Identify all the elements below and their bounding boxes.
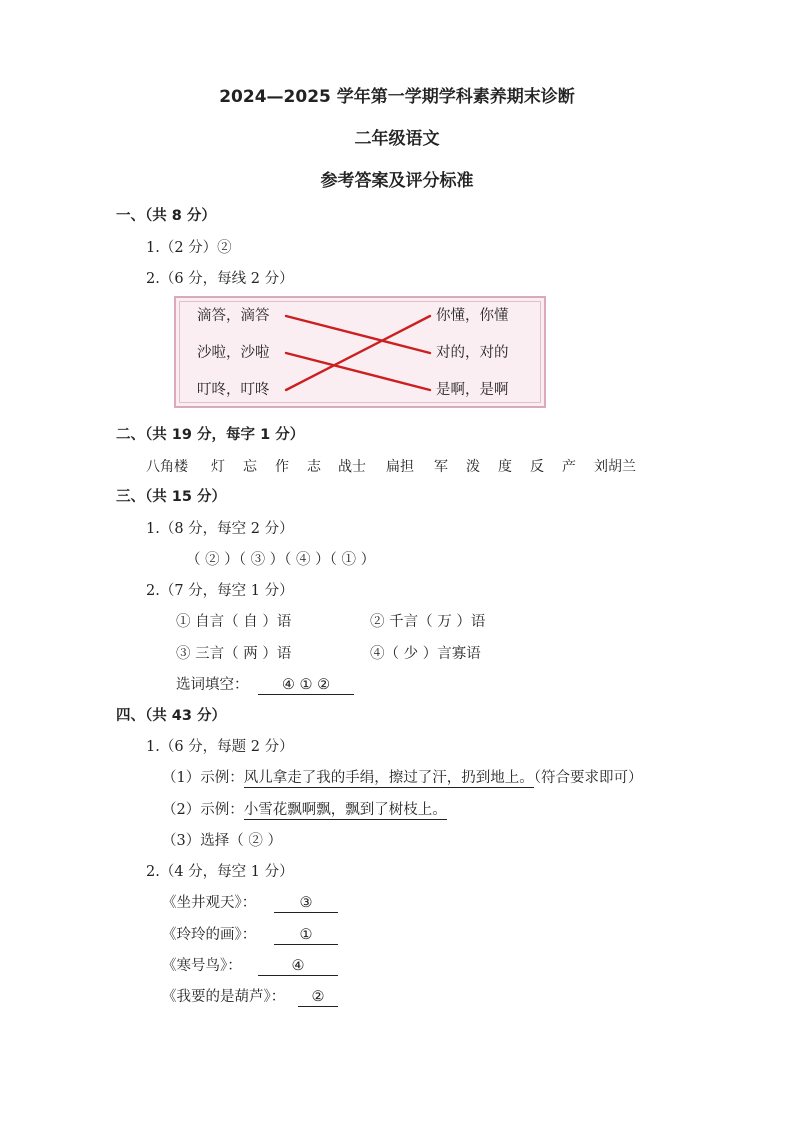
doc-title: 2024—2025 学年第一学期学科素养期末诊断	[219, 87, 575, 107]
s1-q2: 2.（6 分，每线 2 分）	[146, 271, 294, 287]
word-item: 刘胡兰	[594, 459, 636, 475]
word-item: 志	[307, 459, 321, 475]
book-2-title: 《玲玲的画》：	[162, 927, 257, 943]
book-1-title: 《坐井观天》：	[162, 895, 257, 911]
match-right-2: 对的，对的	[436, 345, 509, 361]
match-left-2: 沙啦，沙啦	[197, 345, 270, 361]
fill-label: 选词填空：	[176, 677, 249, 693]
doc-subtitle: 参考答案及评分标准	[320, 171, 474, 191]
word-item: 忘	[243, 459, 257, 475]
word-item: 八角楼	[146, 459, 188, 475]
word-item: 反	[530, 459, 544, 475]
s3-q2: 2.（7 分，每空 1 分）	[146, 583, 294, 599]
book-1-answer: ③	[274, 894, 338, 913]
s1-q1: 1.（2 分）②	[146, 240, 232, 256]
book-4-title: 《我要的是葫芦》：	[162, 989, 286, 1005]
match-line	[286, 316, 430, 353]
word-item: 灯	[211, 459, 225, 475]
s4-a1-prefix: （1）示例：	[162, 770, 244, 786]
match-line	[286, 353, 430, 390]
s4-a1	[162, 769, 642, 787]
word-item: 军	[434, 459, 448, 475]
match-left-3: 叮咚，叮咚	[197, 382, 270, 398]
match-left-1: 滴答，滴答	[197, 308, 270, 324]
word-item: 作	[275, 459, 289, 475]
section-2-heading: 二、（共 19 分，每字 1 分）	[116, 427, 305, 443]
s4-a2	[162, 801, 447, 819]
section-3-heading: 三、（共 15 分）	[116, 489, 227, 505]
s4-a3: （3）选择（ ② ）	[162, 833, 282, 849]
book-4-answer: ②	[298, 988, 338, 1007]
matching-lines	[174, 296, 546, 408]
word-item: 度	[498, 459, 512, 475]
fill-answer: ④ ① ②	[258, 676, 354, 695]
s3-q1-answer: （ ② ）（ ③ ）（ ④ ）（ ① ）	[186, 552, 376, 568]
book-3-answer: ④	[258, 957, 338, 976]
s4-a2-prefix: （2）示例：	[162, 802, 244, 818]
s4-a2-answer: 小雪花飘啊飘，飘到了树枝上。	[243, 802, 447, 818]
s4-a1-answer: 风儿拿走了我的手绢，擦过了汗，扔到地上。	[243, 770, 534, 786]
section-1-heading: 一、（共 8 分）	[116, 208, 216, 224]
idiom-1: ① 自言（ 自 ）语	[176, 614, 292, 630]
s4-q2: 2.（4 分，每空 1 分）	[146, 864, 294, 880]
idiom-4: ④（ 少 ）言寡语	[370, 646, 481, 662]
idiom-3: ③ 三言（ 两 ）语	[176, 646, 292, 662]
doc-grade: 二年级语文	[354, 129, 440, 149]
match-right-1: 你懂，你懂	[436, 308, 509, 324]
match-line	[286, 316, 430, 390]
s3-q1: 1.（8 分，每空 2 分）	[146, 521, 294, 537]
match-right-3: 是啊，是啊	[436, 382, 509, 398]
idiom-2: ② 千言（ 万 ）语	[370, 614, 486, 630]
word-item: 战士	[338, 459, 366, 475]
book-2-answer: ①	[274, 926, 338, 945]
word-item: 扁担	[386, 459, 414, 475]
word-item: 产	[562, 459, 576, 475]
book-3-title: 《寒号鸟》：	[162, 958, 242, 974]
section-4-heading: 四、（共 43 分）	[116, 708, 227, 724]
s4-q1: 1.（6 分，每题 2 分）	[146, 739, 294, 755]
s4-a1-note: （符合要求即可）	[533, 770, 643, 786]
word-item: 泼	[466, 459, 480, 475]
